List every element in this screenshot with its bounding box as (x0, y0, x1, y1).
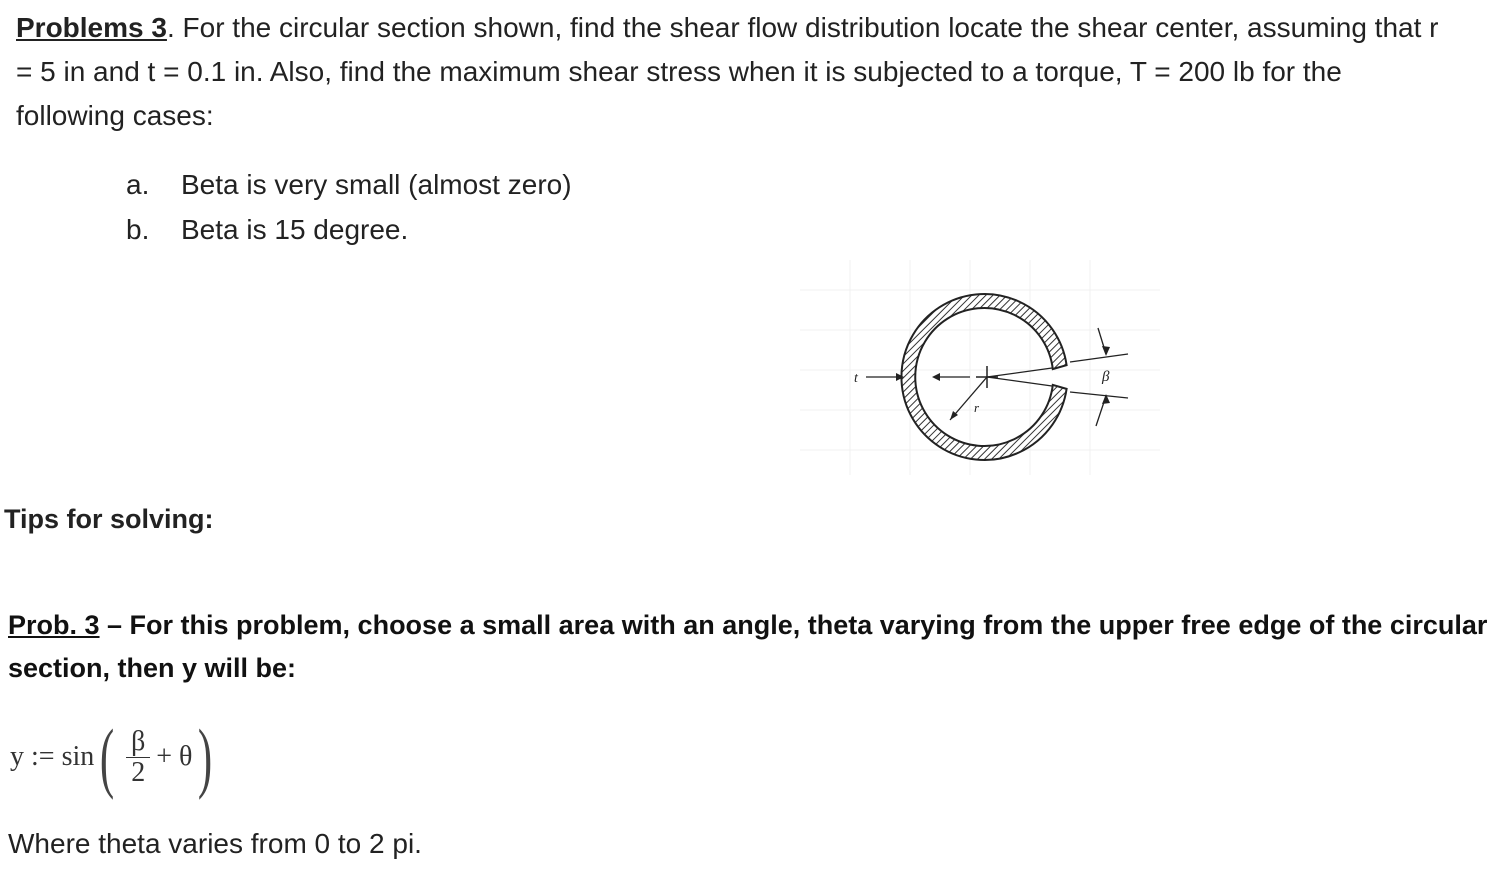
equation (10, 712, 218, 802)
circular-section-diagram (790, 250, 1170, 480)
prob-tip (8, 604, 1488, 690)
equation-tail: + θ (156, 741, 193, 772)
tips-heading: Tips for solving: (4, 504, 214, 534)
prob-text: – For this problem, choose a small area with an angle, theta varying from the upper free edge of the circular section, then y will be: (8, 610, 1488, 683)
beta-label: β (1102, 369, 1110, 385)
case-list (126, 162, 572, 252)
problem-text: . For the circular section shown, find the shear flow distribution locate the shear center, assuming that r = 5 in and t = 0.1 in. Also, find the maximum shear stress when it is subjected to a torque, T = 200 lb for the following cases: (16, 12, 1439, 131)
case-item (126, 162, 572, 207)
case-item (126, 207, 572, 252)
fraction-numerator: β (131, 725, 146, 757)
right-paren: ) (198, 713, 213, 800)
case-text: Beta is very small (almost zero) (181, 169, 572, 200)
circular-section-figure (790, 250, 1170, 480)
problem-title: Problems 3 (16, 12, 167, 43)
problem-statement (16, 6, 1456, 138)
fraction-denominator: 2 (131, 756, 146, 788)
footer-note: Where theta varies from 0 to 2 pi. (8, 828, 422, 859)
thickness-label: t (854, 371, 858, 386)
radius-label: r (974, 400, 980, 415)
case-text: Beta is 15 degree. (181, 214, 409, 245)
prob-ref: Prob. 3 (8, 610, 100, 640)
fraction (126, 727, 150, 788)
equation-lhs: y := sin (10, 741, 95, 772)
background-grid (800, 260, 1160, 475)
case-letter: a. (126, 169, 150, 200)
case-letter: b. (126, 214, 150, 245)
left-paren: ( (100, 713, 115, 800)
